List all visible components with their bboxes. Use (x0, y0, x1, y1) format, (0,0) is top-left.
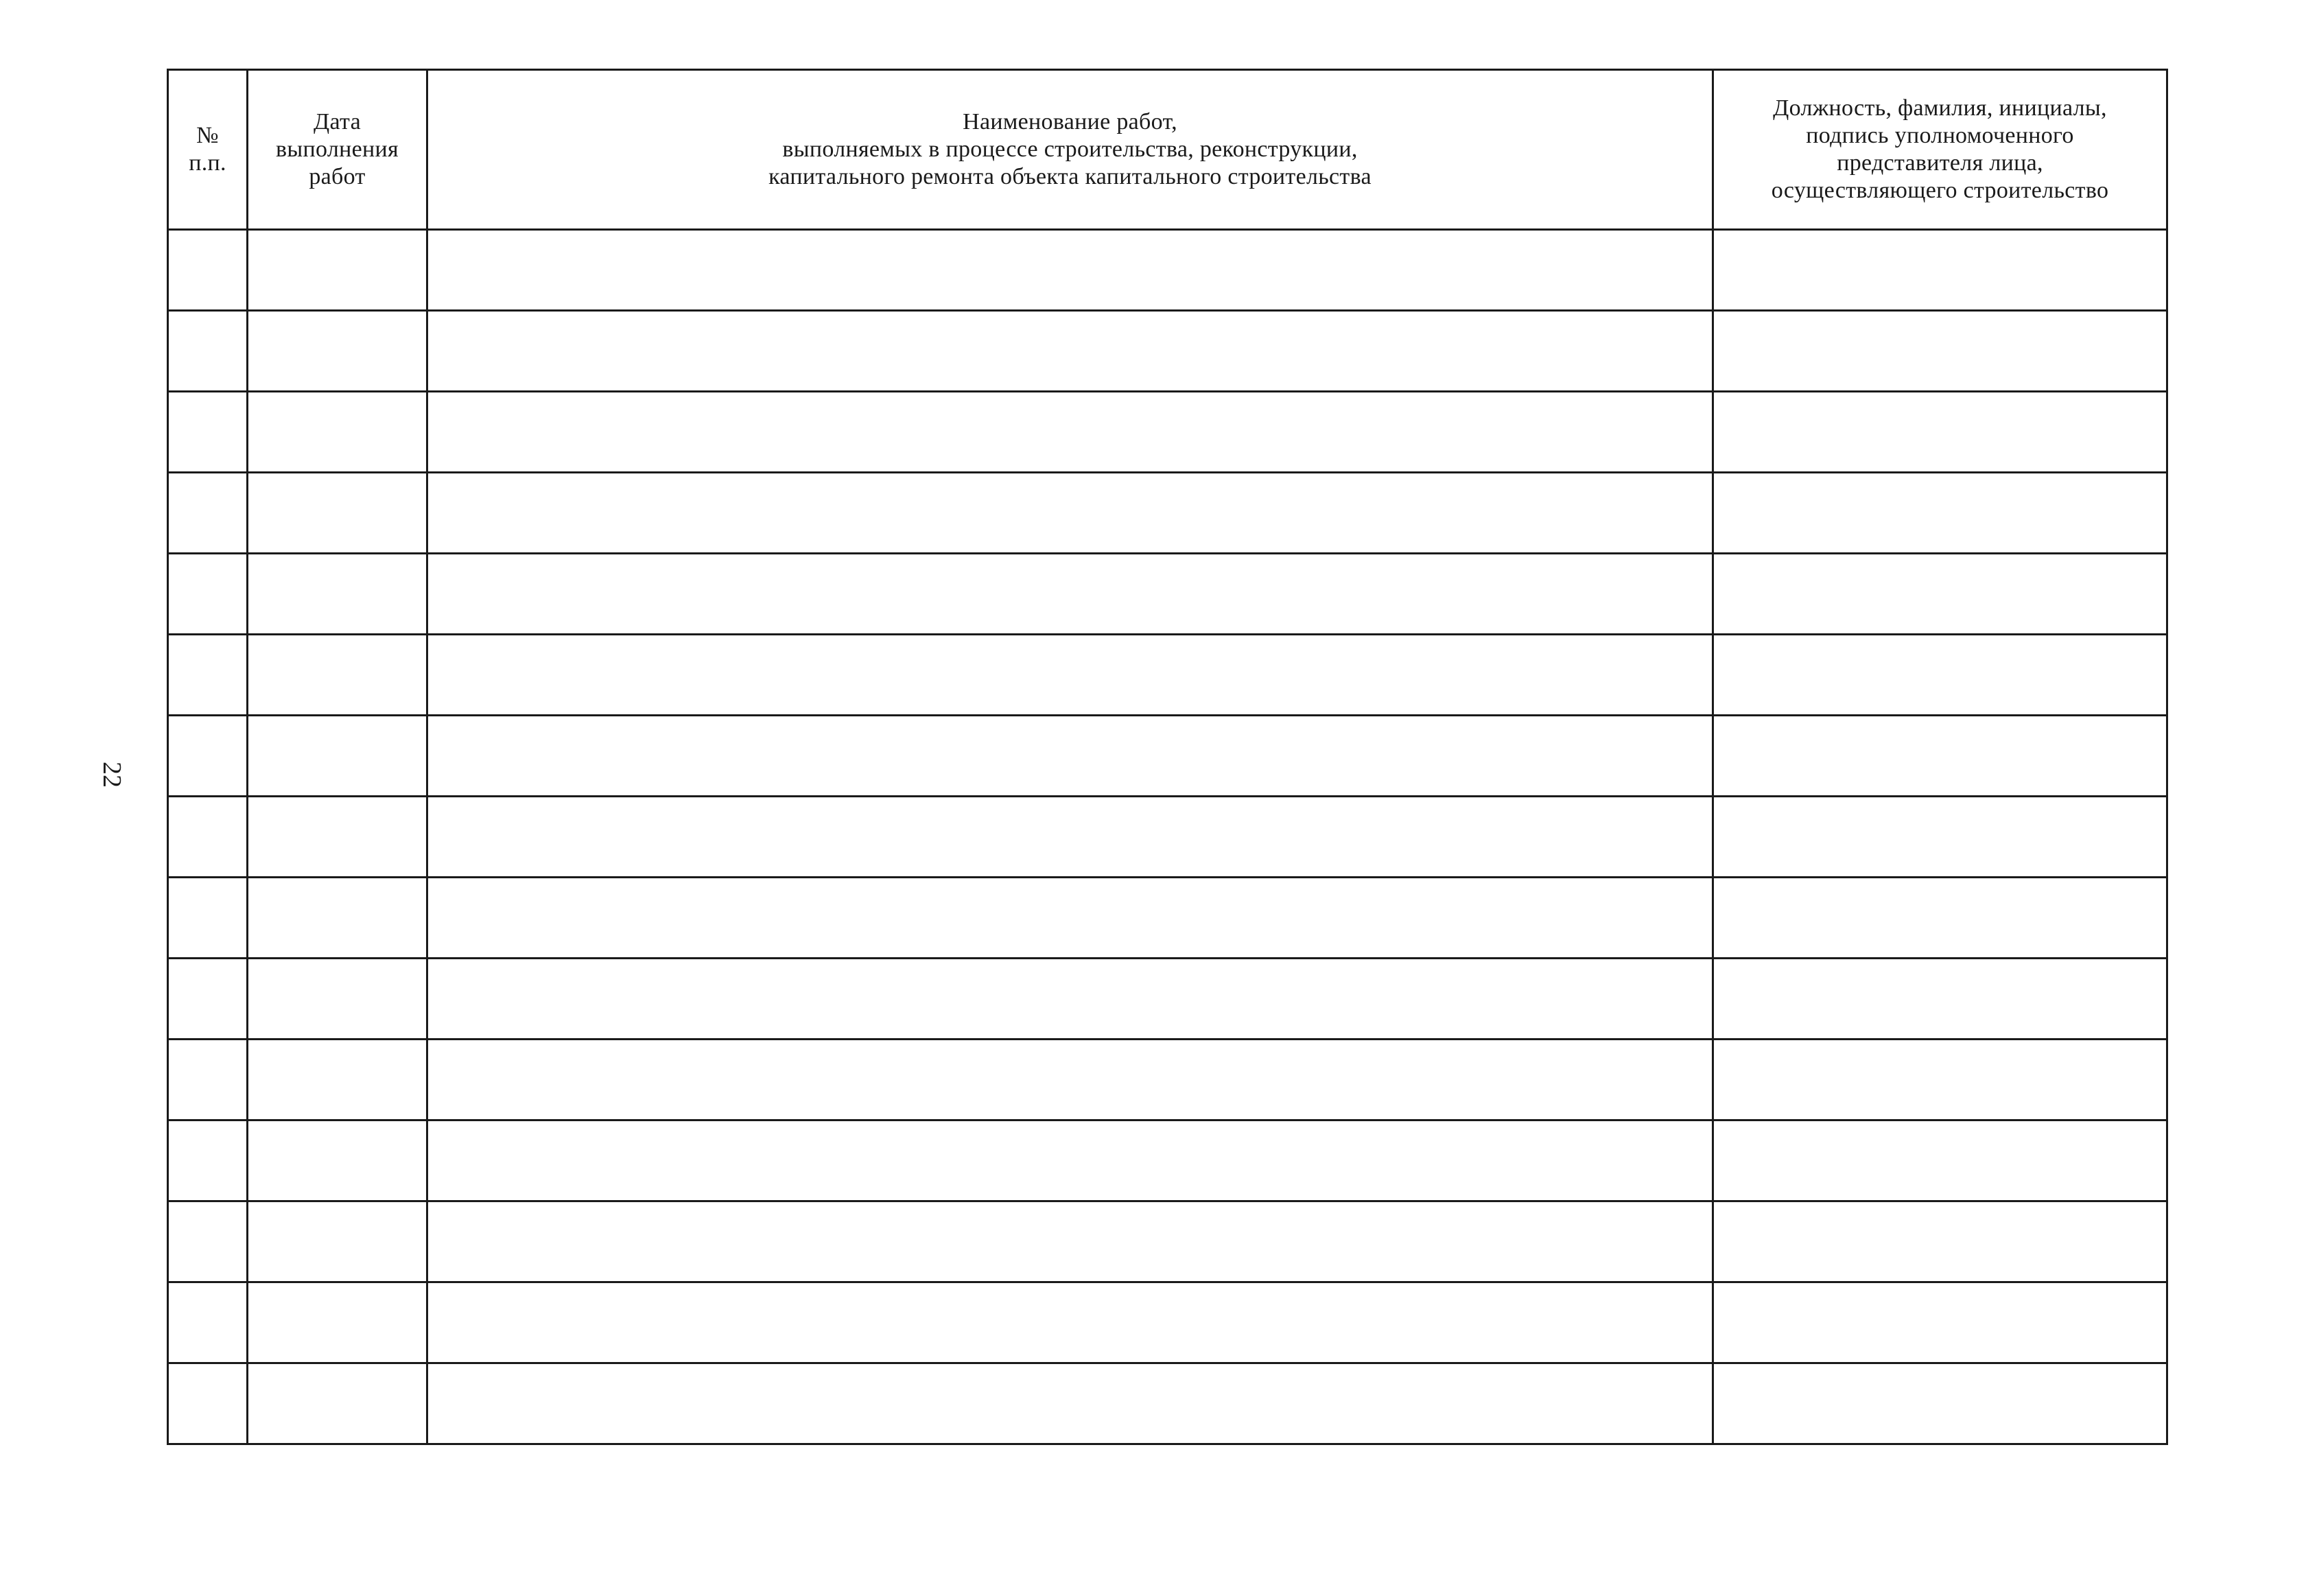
cell-work-name[interactable] (427, 1040, 1713, 1120)
cell-number[interactable] (168, 1040, 248, 1120)
cell-work-name[interactable] (427, 1282, 1713, 1363)
cell-number[interactable] (168, 554, 248, 635)
cell-work-name[interactable] (427, 392, 1713, 473)
cell-number[interactable] (168, 311, 248, 392)
table-row (168, 1040, 2167, 1120)
cell-date[interactable] (248, 635, 427, 716)
cell-date[interactable] (248, 878, 427, 959)
table-row (168, 1201, 2167, 1282)
cell-work-name[interactable] (427, 311, 1713, 392)
table-row (168, 878, 2167, 959)
cell-work-name[interactable] (427, 878, 1713, 959)
cell-signature[interactable] (1713, 878, 2167, 959)
table-row (168, 959, 2167, 1040)
cell-number[interactable] (168, 716, 248, 797)
cell-number[interactable] (168, 1201, 248, 1282)
cell-signature[interactable] (1713, 1040, 2167, 1120)
cell-date[interactable] (248, 1282, 427, 1363)
cell-date[interactable] (248, 392, 427, 473)
cell-work-name[interactable] (427, 1120, 1713, 1201)
table-row (168, 230, 2167, 311)
table-body (168, 230, 2167, 1444)
table-row (168, 1363, 2167, 1444)
cell-work-name[interactable] (427, 959, 1713, 1040)
header-work-name-line: Наименование работ, (963, 109, 1177, 134)
cell-number[interactable] (168, 392, 248, 473)
cell-signature[interactable] (1713, 230, 2167, 311)
cell-date[interactable] (248, 473, 427, 554)
cell-date[interactable] (248, 554, 427, 635)
table-header (168, 70, 2167, 230)
cell-number[interactable] (168, 1363, 248, 1444)
cell-work-name[interactable] (427, 230, 1713, 311)
cell-work-name[interactable] (427, 554, 1713, 635)
cell-signature[interactable] (1713, 959, 2167, 1040)
cell-work-name[interactable] (427, 797, 1713, 878)
cell-signature[interactable] (1713, 635, 2167, 716)
cell-date[interactable] (248, 1201, 427, 1282)
header-number (168, 70, 248, 230)
cell-number[interactable] (168, 1120, 248, 1201)
table-row (168, 1282, 2167, 1363)
header-signature-line: Должность, фамилия, инициалы, (1773, 95, 2107, 121)
cell-work-name[interactable] (427, 1363, 1713, 1444)
cell-signature[interactable] (1713, 1201, 2167, 1282)
cell-work-name[interactable] (427, 716, 1713, 797)
cell-number[interactable] (168, 797, 248, 878)
cell-signature[interactable] (1713, 311, 2167, 392)
cell-number[interactable] (168, 1282, 248, 1363)
header-signature (1713, 70, 2167, 230)
header-row (168, 70, 2167, 230)
cell-signature[interactable] (1713, 554, 2167, 635)
cell-number[interactable] (168, 230, 248, 311)
table-row (168, 797, 2167, 878)
header-date-line: выполнения (276, 137, 399, 162)
cell-signature[interactable] (1713, 1120, 2167, 1201)
cell-date[interactable] (248, 1040, 427, 1120)
header-date-line: работ (309, 164, 366, 189)
cell-signature[interactable] (1713, 1363, 2167, 1444)
cell-date[interactable] (248, 959, 427, 1040)
cell-number[interactable] (168, 878, 248, 959)
header-number-line: № (196, 123, 219, 148)
table-row (168, 473, 2167, 554)
cell-number[interactable] (168, 635, 248, 716)
cell-date[interactable] (248, 311, 427, 392)
header-signature-line: представителя лица, (1837, 150, 2043, 176)
table-row (168, 1120, 2167, 1201)
table-row (168, 311, 2167, 392)
header-number-line: п.п. (189, 150, 226, 176)
cell-signature[interactable] (1713, 473, 2167, 554)
table-row (168, 716, 2167, 797)
cell-signature[interactable] (1713, 1282, 2167, 1363)
cell-date[interactable] (248, 797, 427, 878)
table-row (168, 635, 2167, 716)
header-work-name (427, 70, 1713, 230)
cell-work-name[interactable] (427, 1201, 1713, 1282)
cell-number[interactable] (168, 959, 248, 1040)
cell-date[interactable] (248, 716, 427, 797)
header-date-line: Дата (314, 109, 361, 134)
work-log-table (167, 69, 2168, 1445)
cell-signature[interactable] (1713, 716, 2167, 797)
table-row (168, 392, 2167, 473)
cell-date[interactable] (248, 1120, 427, 1201)
cell-work-name[interactable] (427, 473, 1713, 554)
cell-signature[interactable] (1713, 392, 2167, 473)
cell-work-name[interactable] (427, 635, 1713, 716)
page-number: 22 (97, 762, 126, 788)
header-signature-line: осуществляющего строительство (1771, 178, 2109, 203)
header-work-name-line: капитального ремонта объекта капитального строительства (768, 164, 1372, 189)
header-signature-line: подпись уполномоченного (1806, 123, 2074, 148)
table-row (168, 554, 2167, 635)
header-date (248, 70, 427, 230)
cell-date[interactable] (248, 1363, 427, 1444)
cell-signature[interactable] (1713, 797, 2167, 878)
cell-number[interactable] (168, 473, 248, 554)
cell-date[interactable] (248, 230, 427, 311)
header-work-name-line: выполняемых в процессе строительства, реконструкции, (782, 137, 1358, 162)
